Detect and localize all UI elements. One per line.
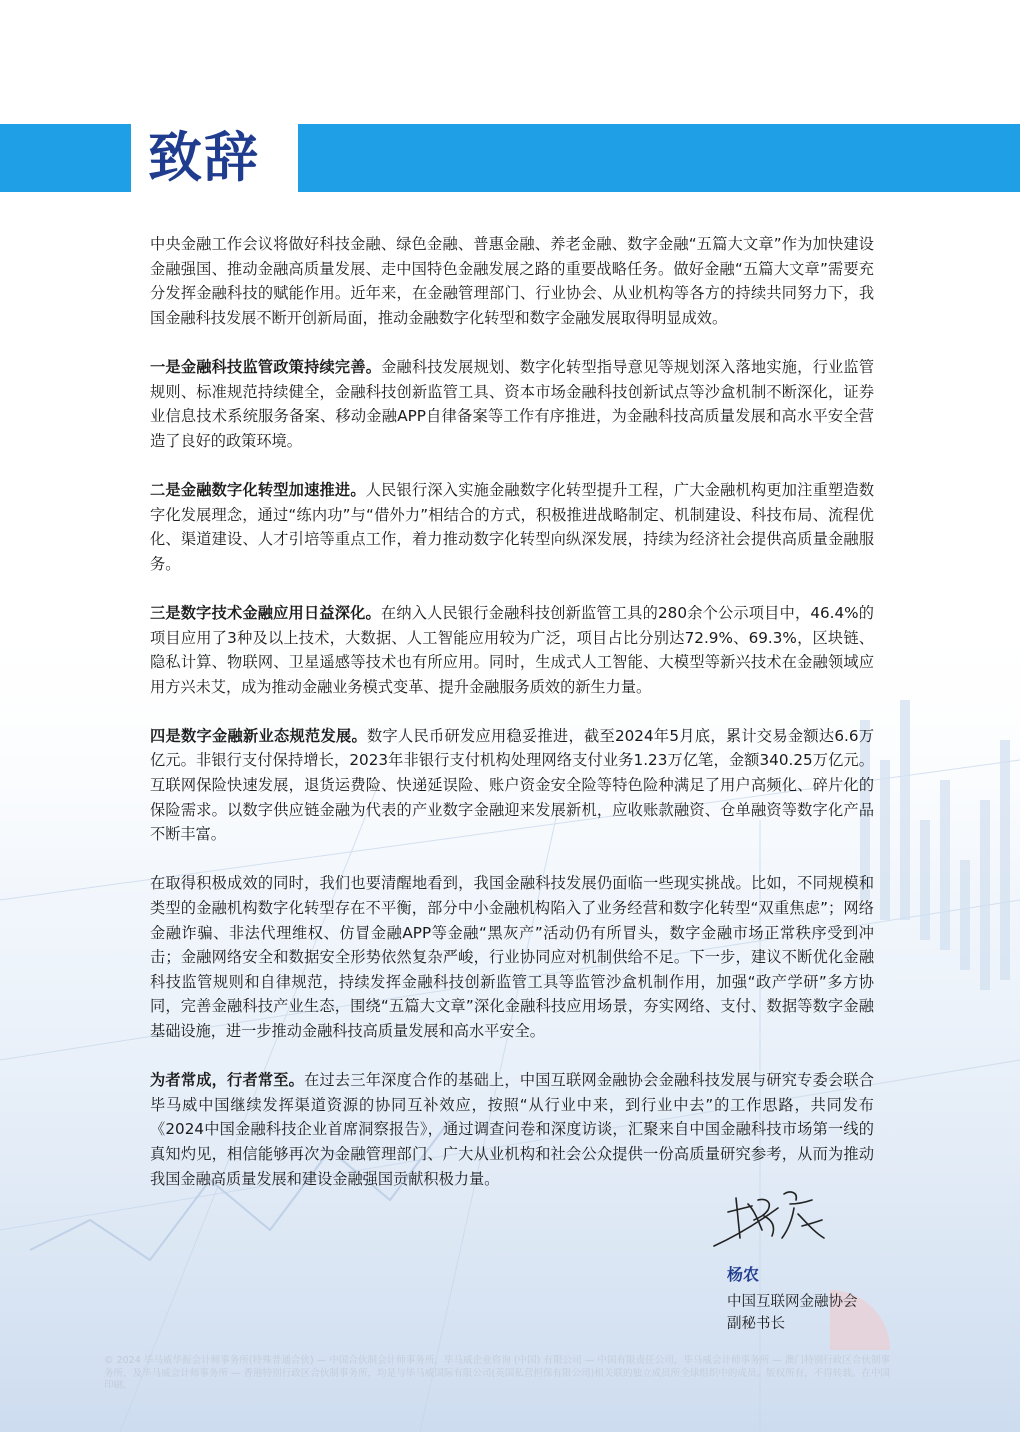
paragraph-tech-application bbox=[150, 601, 874, 699]
title-accent-bar-left bbox=[0, 124, 131, 192]
signer-name: 杨农 bbox=[727, 1265, 760, 1284]
paragraph-text: 在纳入人民银行金融科技创新监管工具的280余个公示项目中，46.4%的项目应用了3种及以上技术，大数据、人工智能应用较为广泛，项目占比分别达72.9%、69.3%，区块链、隐私计算、物联网、卫星遥感等技术也有所应用。同时，生成式人工智能、大模型等新兴技术在金融领域应用方兴未艾，成为推动金融业务模式变革、提升金融服务质效的新生力量。 bbox=[150, 603, 874, 696]
page-title: 致辞 bbox=[148, 126, 260, 189]
paragraph-text: 在取得积极成效的同时，我们也要清醒地看到，我国金融科技发展仍面临一些现实挑战。比如，不同规模和类型的金融机构数字化转型存在不平衡，部分中小金融机构陷入了业务经营和数字化转型“双重焦虑”；网络金融诈骗、非法代理维权、仿冒金融APP等金融“黑灰产”活动仍有所冒头，数字金融市场正常秩序受到冲击；金融网络安全和数据安全形势依然复杂严峻，行业协同应对机制供给不足。下一步，建议不断优化金融科技监管规则和自律规范，持续发挥金融科技创新监管工具等监管沙盒机制作用，加强“政产学研”多方协同，完善金融科技产业生态，围绕“五篇大文章”深化金融科技应用场景，夯实网络、支付、数据等数字金融基础设施，进一步推动金融科技高质量发展和高水平安全。 bbox=[150, 874, 874, 1040]
paragraph-text: 在过去三年深度合作的基础上，中国互联网金融协会金融科技发展与研究专委会联合毕马威中国继续发挥渠道资源的协同互补效应，按照“从行业中来，到行业中去”的工作思路，共同发布《2024中国金融科技企业首席洞察报告》，通过调查问卷和深度访谈，汇聚来自中国金融科技市场第一线的真知灼见，相信能够再次为金融管理部门、广大从业机构和社会公众提供一份高质量研究参考，从而为推动我国金融高质量发展和建设金融强国贡献积极力量。 bbox=[150, 1071, 875, 1188]
paragraph-digital-transformation bbox=[150, 478, 874, 576]
paragraph-regulation bbox=[150, 355, 874, 453]
title-accent-bar-right bbox=[298, 124, 1020, 192]
paragraph-text: 数字人民币研发应用稳妥推进，截至2024年5月底，累计交易金额达6.6万亿元。非银行支付保持增长，2023年非银行支付机构处理网络支付业务1.23万亿笔，金额340.25万亿元。互联网保险快速发展，退货运费险、快递延误险、账户资金安全险等特色险种满足了用户高频化、碎片化的保险需求。以数字供应链金融为代表的产业数字金融迎来发展新机，应收账款融资、仓单融资等数字化产品不断丰富。 bbox=[150, 726, 875, 844]
signer-organization: 中国互联网金融协会 bbox=[727, 1294, 858, 1310]
paragraph-lead: 二是金融数字化转型加速推进。 bbox=[150, 480, 366, 499]
copyright-footer: © 2024 毕马威华振会计师事务所(特殊普通合伙) — 中国合伙制会计师事务所，毕马威企业咨询 (中国) 有限公司 — 中国有限责任公司，毕马威会计师事务所 — 澳门特别行政区合伙制事务所，及毕马威会计师事务所 — 香港特别行政区合伙制事务所，均是与毕马威国际有限公司(英国私营担保有限公司)相关联的独立成员所全球组织中的成员。版权所有，不得转载。在中国印刷。 bbox=[104, 1355, 890, 1391]
paragraph-challenges bbox=[150, 871, 874, 1043]
handwritten-signature bbox=[706, 1180, 836, 1260]
paragraph-text: 人民银行深入实施金融数字化转型提升工程，广大金融机构更加注重塑造数字化发展理念，通过“练内功”与“借外力”相结合的方式，积极推进战略制定、机制建设、科技布局、流程优化、渠道建设、人才引培等重点工作，着力推动数字化转型向纵深发展，持续为经济社会提供高质量金融服务。 bbox=[150, 480, 875, 573]
paragraph-closing bbox=[150, 1068, 874, 1191]
paragraph-new-formats bbox=[150, 724, 874, 847]
paragraph-text: 中央金融工作会议将做好科技金融、绿色金融、普惠金融、养老金融、数字金融“五篇大文章”作为加快建设金融强国、推动金融高质量发展、走中国特色金融发展之路的重要战略任务。做好金融“五篇大文章”需要充分发挥金融科技的赋能作用。近年来，在金融管理部门、行业协会、从业机构等各方的持续共同努力下，我国金融科技发展不断开创新局面，推动金融数字化转型和数字金融发展取得明显成效。 bbox=[150, 235, 874, 327]
paragraph-text: 金融科技发展规划、数字化转型指导意见等规划深入落地实施，行业监管规则、标准规范持续健全，金融科技创新监管工具、资本市场金融科技创新试点等沙盒机制不断深化，证券业信息技术系统服务备案、移动金融APP自律备案等工作有序推进，为金融科技高质量发展和高水平安全营造了良好的政策环境。 bbox=[150, 357, 875, 450]
paragraph-lead: 为者常成，行者常至。 bbox=[150, 1071, 305, 1090]
signer-position: 副秘书长 bbox=[727, 1316, 785, 1332]
paragraph-lead: 四是数字金融新业态规范发展。 bbox=[150, 726, 367, 745]
paragraph-lead: 一是金融科技监管政策持续完善。 bbox=[150, 357, 382, 376]
paragraph-intro bbox=[150, 232, 874, 330]
paragraph-lead: 三是数字技术金融应用日益深化。 bbox=[150, 603, 381, 622]
letter-body bbox=[150, 232, 874, 1216]
